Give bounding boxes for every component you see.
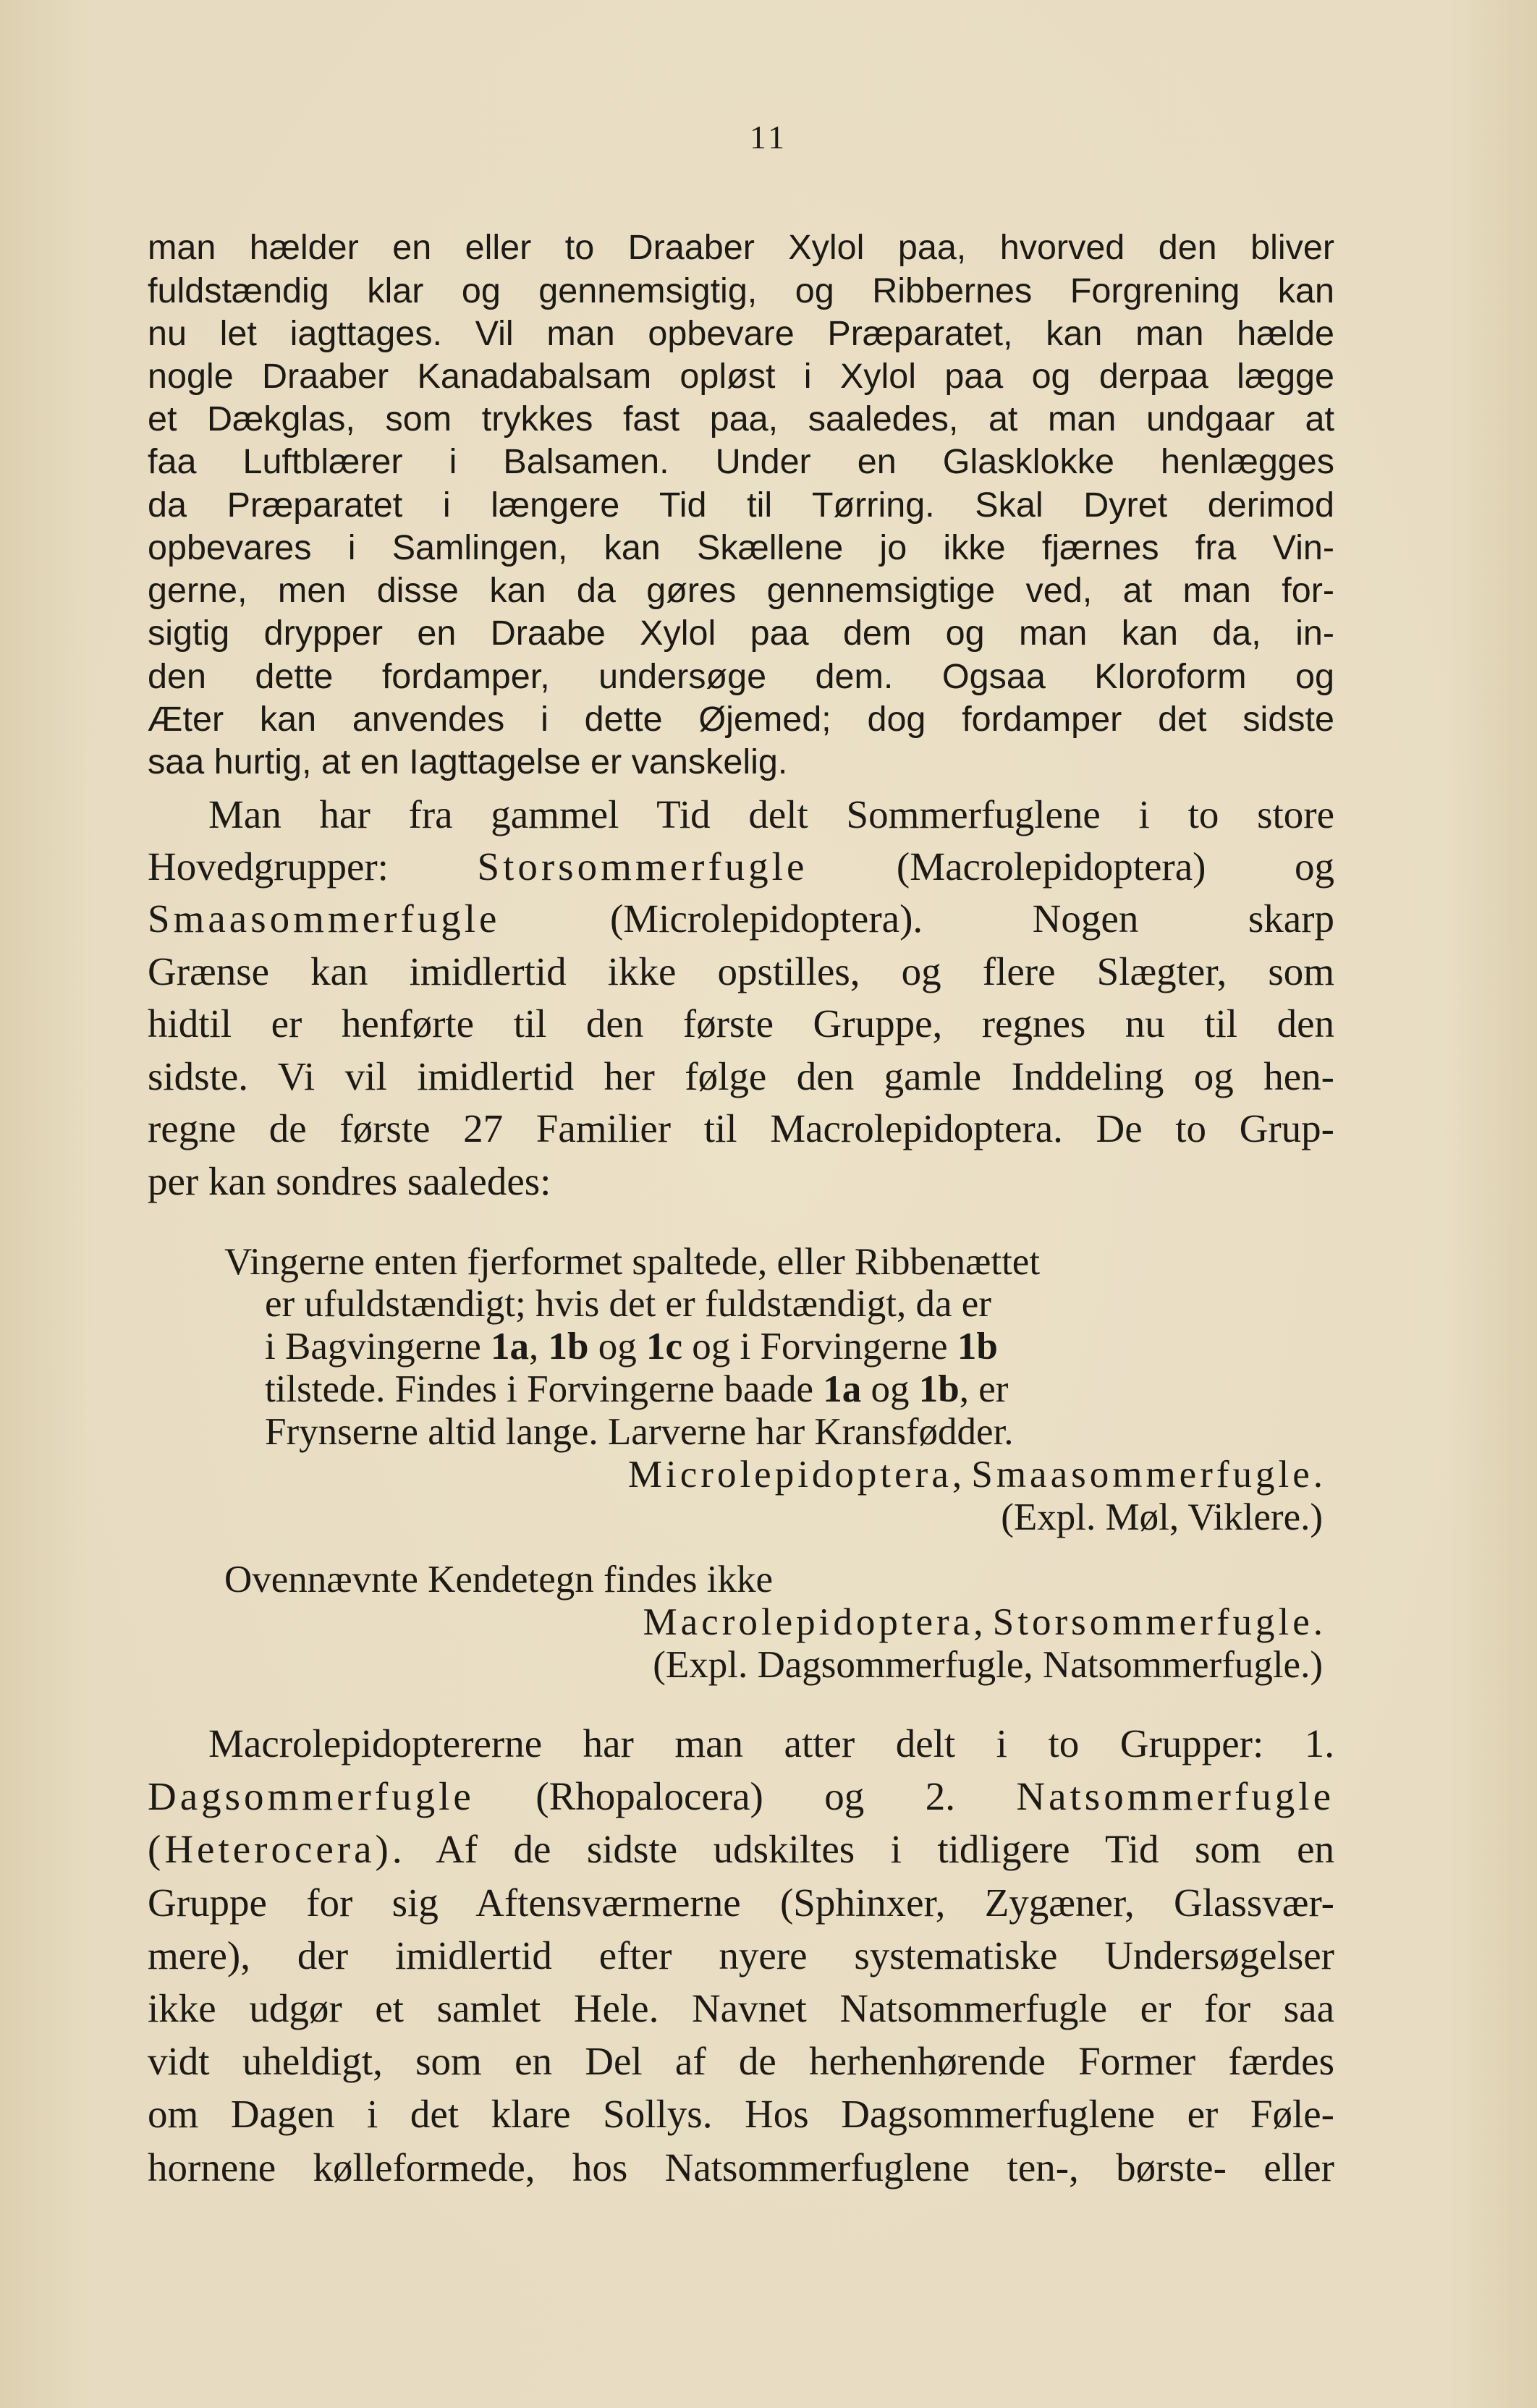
- text-line: Grænse kan imidlertid ikke opstilles, og flere Slægter, som: [148, 949, 1334, 993]
- text-line: [148, 1775, 1334, 1818]
- text-span: Undersøgelser: [1104, 1933, 1334, 1977]
- text-line: hornene kølleformede, hos Natsommerfuglene ten-, børste- eller: [148, 2145, 1334, 2189]
- text-line: [148, 1934, 1334, 1977]
- text-line: faa Luftblærer i Balsamen. Under en Glasklokke henlægges: [148, 442, 1334, 481]
- key-result: [643, 1601, 1323, 1644]
- text-line: fuldstændig klar og gennemsigtig, og Ribbernes Forgrening kan: [148, 271, 1334, 310]
- vein-label: 1a: [491, 1326, 530, 1368]
- text-span: . Af de sidste udskiltes i tidligere Tid som en: [391, 1827, 1334, 1871]
- page-number: 11: [749, 119, 788, 156]
- key-line: Vingerne enten fjerformet spaltede, eller Ribbenættet: [224, 1241, 1041, 1283]
- spaced-term: Macrolepidoptera: [643, 1601, 974, 1643]
- text-line: regne de første 27 Familier til Macrolepidoptera. De to Grup-: [148, 1106, 1334, 1150]
- spaced-term: Smaasommerfugle: [971, 1454, 1313, 1496]
- spaced-term: Smaasommerfugle: [148, 896, 501, 941]
- text-line: Gruppe for sig Aftensværmerne (Sphinxer, Zygæner, Glassvær-: [148, 1881, 1334, 1925]
- spaced-term: Microlepidoptera: [627, 1454, 952, 1496]
- text-span: Hovedgrupper:: [148, 844, 478, 889]
- text-span: ,: [973, 1601, 993, 1643]
- text-line: ikke udgør et samlet Hele. Navnet Natsommerfugle er for saa: [148, 1986, 1334, 2030]
- text-line: nogle Draaber Kanadabalsam opløst i Xylol paa og derpaa lægge: [148, 357, 1334, 396]
- text-span: , er: [959, 1368, 1009, 1410]
- text-span: .: [1313, 1601, 1323, 1643]
- text-line: Man har fra gammel Tid delt Sommerfuglene i to store: [208, 792, 1334, 836]
- key-result: [628, 1453, 1323, 1496]
- text-span: (Rhopalocera) og 2.: [474, 1774, 1017, 1818]
- text-line: gerne, men disse kan da gøres gennemsigtige ved, at man for-: [148, 571, 1334, 610]
- text-line: per kan sondres saaledes:: [148, 1159, 551, 1203]
- spaced-term: Natsommerfugle: [1016, 1774, 1334, 1818]
- text-line: [148, 845, 1334, 889]
- text-line: man hælder en eller to Draaber Xylol paa, hvorved den bliver: [148, 228, 1334, 267]
- vein-label: 1b: [548, 1326, 589, 1368]
- text-span: .: [1313, 1454, 1323, 1496]
- text-line: nu let iagttages. Vil man opbevare Præparatet, kan man hælde: [148, 314, 1334, 353]
- key-example: (Expl. Dagsommerfugle, Natsommerfugle.): [653, 1644, 1323, 1686]
- text-span: mere), der imidlertid efter nyere systematiske: [148, 1933, 1105, 1977]
- text-span: i Bagvingerne: [265, 1326, 491, 1368]
- text-span: tilstede. Findes i Forvingerne baade: [265, 1368, 823, 1410]
- key-line: er ufuldstændigt; hvis det er fuldstændigt, da er: [265, 1283, 991, 1325]
- spaced-term: Dagsommerfugle: [148, 1774, 475, 1818]
- text-span: og i Forvingerne: [682, 1326, 957, 1368]
- text-line: sidste. Vi vil imidlertid her følge den gamle Inddeling og hen-: [148, 1054, 1334, 1098]
- text-span: (Microlepidoptera). Nogen skarp: [500, 896, 1334, 941]
- text-line: hidtil er henførte til den første Gruppe, regnes nu til den: [148, 1001, 1334, 1046]
- spaced-term: Storsommerfugle: [477, 844, 808, 889]
- text-line: et Dækglas, som trykkes fast paa, saaledes, at man undgaar at: [148, 399, 1334, 438]
- key-line: Ovennævnte Kendetegn findes ikke: [224, 1559, 773, 1601]
- vein-label: 1c: [646, 1326, 683, 1368]
- text-line: sigtig drypper en Draabe Xylol paa dem og man kan da, in-: [148, 614, 1334, 653]
- text-line: da Præparatet i længere Tid til Tørring. Skal Dyret derimod: [148, 486, 1334, 525]
- text-span: og: [861, 1368, 919, 1410]
- spaced-term: Storsommerfugle: [992, 1601, 1313, 1643]
- text-line: vidt uheldigt, som en Del af de herhenhørende Former færdes: [148, 2039, 1334, 2083]
- text-line: om Dagen i det klare Sollys. Hos Dagsommerfuglene er Føle-: [148, 2092, 1334, 2136]
- key-line: [265, 1368, 1008, 1411]
- text-line: opbevares i Samlingen, kan Skællene jo ikke fjærnes fra Vin-: [148, 528, 1334, 567]
- text-span: ,: [952, 1454, 972, 1496]
- text-line: Macrolepidoptererne har man atter delt i to Grupper: 1.: [208, 1721, 1334, 1765]
- key-example: (Expl. Møl, Viklere.): [1001, 1496, 1323, 1538]
- text-span: ,: [529, 1326, 549, 1368]
- vein-label: 1b: [918, 1368, 960, 1410]
- vein-label: 1b: [957, 1326, 998, 1368]
- key-line: Frynserne altid lange. Larverne har Kransfødder.: [265, 1411, 1014, 1453]
- key-line: [265, 1325, 998, 1368]
- text-span: og: [588, 1326, 647, 1368]
- text-line: Æter kan anvendes i dette Øjemed; dog fordamper det sidste: [148, 700, 1334, 739]
- text-line: [148, 1828, 1334, 1871]
- text-line: den dette fordamper, undersøge dem. Ogsaa Kloroform og: [148, 657, 1334, 696]
- text-line: [148, 897, 1334, 941]
- vein-label: 1a: [823, 1368, 862, 1410]
- text-line: saa hurtig, at en Iagttagelse er vanskelig.: [148, 742, 788, 781]
- text-span: (Macrolepidoptera) og: [808, 844, 1334, 889]
- spaced-term: (Heterocera): [148, 1827, 392, 1871]
